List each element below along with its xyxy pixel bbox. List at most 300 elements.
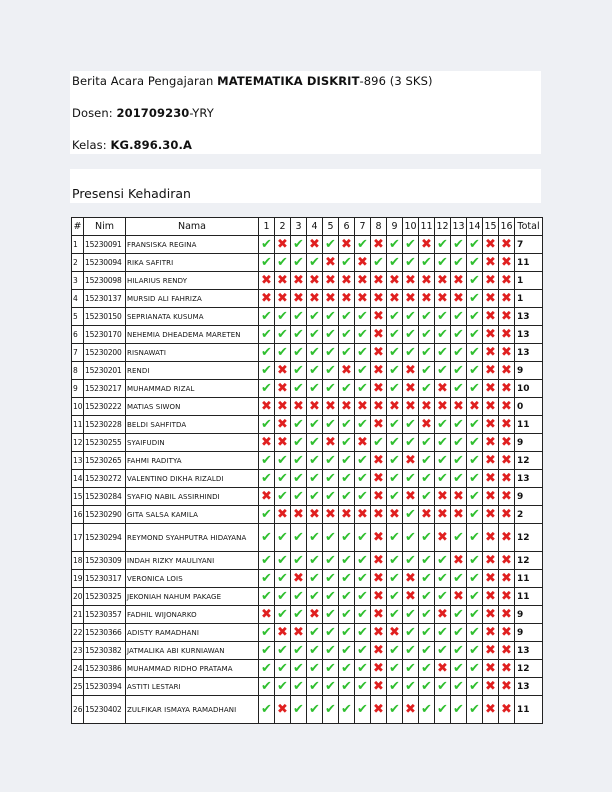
attendance-cell bbox=[387, 642, 403, 660]
check-icon: ✔ bbox=[421, 679, 432, 694]
cross-icon: ✖ bbox=[485, 345, 496, 360]
attendance-cell bbox=[339, 236, 355, 254]
check-icon: ✔ bbox=[453, 643, 464, 658]
cross-icon: ✖ bbox=[501, 530, 512, 545]
check-icon: ✔ bbox=[261, 661, 272, 676]
attendance-total: 12 bbox=[515, 552, 543, 570]
attendance-cell bbox=[483, 326, 499, 344]
check-icon: ✔ bbox=[293, 363, 304, 378]
cross-icon: ✖ bbox=[501, 589, 512, 604]
check-icon: ✔ bbox=[341, 435, 352, 450]
attendance-cell bbox=[483, 344, 499, 362]
attendance-cell bbox=[499, 642, 515, 660]
attendance-cell bbox=[275, 434, 291, 452]
cross-icon: ✖ bbox=[469, 399, 480, 414]
attendance-cell bbox=[323, 398, 339, 416]
attendance-cell bbox=[339, 642, 355, 660]
attendance-cell bbox=[275, 236, 291, 254]
cross-icon: ✖ bbox=[501, 363, 512, 378]
attendance-cell bbox=[355, 326, 371, 344]
attendance-cell bbox=[483, 642, 499, 660]
check-icon: ✔ bbox=[469, 471, 480, 486]
attendance-cell bbox=[499, 236, 515, 254]
attendance-cell bbox=[339, 272, 355, 290]
attendance-cell bbox=[435, 524, 451, 552]
check-icon: ✔ bbox=[453, 661, 464, 676]
column-header: 10 bbox=[403, 218, 419, 236]
check-icon: ✔ bbox=[357, 625, 368, 640]
attendance-cell bbox=[371, 588, 387, 606]
student-name: RISNAWATI bbox=[126, 344, 259, 362]
course-name: MATEMATIKA DISKRIT bbox=[217, 74, 360, 88]
column-header: 7 bbox=[355, 218, 371, 236]
attendance-cell bbox=[339, 344, 355, 362]
attendance-cell bbox=[419, 506, 435, 524]
cross-icon: ✖ bbox=[421, 507, 432, 522]
lecturer-line bbox=[72, 106, 214, 120]
student-nim: 15230317 bbox=[84, 570, 126, 588]
check-icon: ✔ bbox=[325, 589, 336, 604]
attendance-cell bbox=[403, 236, 419, 254]
attendance-cell bbox=[307, 434, 323, 452]
check-icon: ✔ bbox=[437, 363, 448, 378]
attendance-cell bbox=[419, 254, 435, 272]
cross-icon: ✖ bbox=[421, 237, 432, 252]
cross-icon: ✖ bbox=[373, 643, 384, 658]
cross-icon: ✖ bbox=[501, 255, 512, 270]
check-icon: ✔ bbox=[293, 417, 304, 432]
attendance-cell bbox=[339, 416, 355, 434]
attendance-cell bbox=[483, 552, 499, 570]
check-icon: ✔ bbox=[293, 453, 304, 468]
check-icon: ✔ bbox=[389, 643, 400, 658]
check-icon: ✔ bbox=[357, 327, 368, 342]
cross-icon: ✖ bbox=[357, 507, 368, 522]
check-icon: ✔ bbox=[293, 255, 304, 270]
attendance-cell bbox=[499, 398, 515, 416]
attendance-cell bbox=[371, 308, 387, 326]
check-icon: ✔ bbox=[357, 309, 368, 324]
attendance-cell bbox=[291, 696, 307, 724]
column-header: 4 bbox=[307, 218, 323, 236]
student-name: ADISTY RAMADHANI bbox=[126, 624, 259, 642]
attendance-cell bbox=[403, 362, 419, 380]
student-name: RENDI bbox=[126, 362, 259, 380]
student-row bbox=[72, 416, 543, 434]
check-icon: ✔ bbox=[469, 661, 480, 676]
attendance-cell bbox=[451, 362, 467, 380]
attendance-cell bbox=[291, 398, 307, 416]
attendance-cell bbox=[339, 308, 355, 326]
student-nim: 15230294 bbox=[84, 524, 126, 552]
check-icon: ✔ bbox=[437, 553, 448, 568]
attendance-cell bbox=[403, 470, 419, 488]
check-icon: ✔ bbox=[341, 661, 352, 676]
attendance-cell bbox=[339, 488, 355, 506]
attendance-total: 9 bbox=[515, 362, 543, 380]
student-row bbox=[72, 254, 543, 272]
student-nim: 15230150 bbox=[84, 308, 126, 326]
attendance-title: Presensi Kehadiran bbox=[72, 186, 191, 201]
attendance-cell bbox=[483, 452, 499, 470]
attendance-cell bbox=[275, 416, 291, 434]
attendance-total: 12 bbox=[515, 660, 543, 678]
attendance-cell bbox=[403, 308, 419, 326]
check-icon: ✔ bbox=[469, 237, 480, 252]
cross-icon: ✖ bbox=[309, 507, 320, 522]
attendance-cell bbox=[435, 470, 451, 488]
cross-icon: ✖ bbox=[421, 417, 432, 432]
check-icon: ✔ bbox=[389, 589, 400, 604]
check-icon: ✔ bbox=[309, 679, 320, 694]
attendance-cell bbox=[387, 308, 403, 326]
check-icon: ✔ bbox=[293, 530, 304, 545]
attendance-cell bbox=[403, 434, 419, 452]
attendance-cell bbox=[371, 398, 387, 416]
attendance-cell bbox=[307, 416, 323, 434]
attendance-cell bbox=[451, 696, 467, 724]
attendance-cell bbox=[371, 624, 387, 642]
cross-icon: ✖ bbox=[373, 607, 384, 622]
cross-icon: ✖ bbox=[325, 399, 336, 414]
check-icon: ✔ bbox=[325, 553, 336, 568]
check-icon: ✔ bbox=[421, 571, 432, 586]
row-number: 26 bbox=[72, 696, 84, 724]
attendance-cell bbox=[499, 380, 515, 398]
check-icon: ✔ bbox=[437, 435, 448, 450]
cross-icon: ✖ bbox=[485, 507, 496, 522]
attendance-cell bbox=[419, 344, 435, 362]
cross-icon: ✖ bbox=[405, 453, 416, 468]
check-icon: ✔ bbox=[421, 607, 432, 622]
attendance-cell bbox=[403, 552, 419, 570]
cross-icon: ✖ bbox=[357, 399, 368, 414]
attendance-cell bbox=[323, 678, 339, 696]
attendance-cell bbox=[403, 452, 419, 470]
check-icon: ✔ bbox=[341, 327, 352, 342]
check-icon: ✔ bbox=[373, 435, 384, 450]
attendance-total: 0 bbox=[515, 398, 543, 416]
cross-icon: ✖ bbox=[501, 489, 512, 504]
attendance-cell bbox=[419, 624, 435, 642]
check-icon: ✔ bbox=[421, 471, 432, 486]
attendance-cell bbox=[275, 488, 291, 506]
attendance-cell bbox=[291, 470, 307, 488]
attendance-cell bbox=[259, 470, 275, 488]
attendance-cell bbox=[323, 236, 339, 254]
check-icon: ✔ bbox=[357, 643, 368, 658]
attendance-cell bbox=[467, 488, 483, 506]
cross-icon: ✖ bbox=[341, 291, 352, 306]
row-number: 19 bbox=[72, 570, 84, 588]
cross-icon: ✖ bbox=[485, 273, 496, 288]
attendance-cell bbox=[355, 606, 371, 624]
attendance-cell bbox=[387, 678, 403, 696]
attendance-cell bbox=[387, 570, 403, 588]
attendance-cell bbox=[419, 570, 435, 588]
check-icon: ✔ bbox=[469, 571, 480, 586]
check-icon: ✔ bbox=[389, 553, 400, 568]
check-icon: ✔ bbox=[453, 345, 464, 360]
cross-icon: ✖ bbox=[373, 273, 384, 288]
attendance-cell bbox=[467, 290, 483, 308]
attendance-cell bbox=[339, 434, 355, 452]
cross-icon: ✖ bbox=[485, 471, 496, 486]
attendance-cell bbox=[259, 434, 275, 452]
attendance-cell bbox=[451, 470, 467, 488]
check-icon: ✔ bbox=[277, 679, 288, 694]
attendance-cell bbox=[387, 398, 403, 416]
check-icon: ✔ bbox=[421, 589, 432, 604]
attendance-cell bbox=[467, 380, 483, 398]
cross-icon: ✖ bbox=[485, 417, 496, 432]
cross-icon: ✖ bbox=[485, 553, 496, 568]
student-name: SYAFIQ NABIL ASSIRHINDI bbox=[126, 488, 259, 506]
attendance-cell bbox=[371, 488, 387, 506]
student-name: FAHMI RADITYA bbox=[126, 452, 259, 470]
student-name: MATIAS SIWON bbox=[126, 398, 259, 416]
attendance-cell bbox=[483, 696, 499, 724]
attendance-cell bbox=[259, 524, 275, 552]
cross-icon: ✖ bbox=[485, 625, 496, 640]
student-row bbox=[72, 236, 543, 254]
attendance-cell bbox=[259, 660, 275, 678]
attendance-cell bbox=[275, 660, 291, 678]
attendance-cell bbox=[371, 660, 387, 678]
check-icon: ✔ bbox=[389, 255, 400, 270]
cross-icon: ✖ bbox=[485, 530, 496, 545]
cross-icon: ✖ bbox=[325, 273, 336, 288]
attendance-total: 9 bbox=[515, 606, 543, 624]
attendance-cell bbox=[339, 606, 355, 624]
attendance-cell bbox=[259, 380, 275, 398]
check-icon: ✔ bbox=[341, 607, 352, 622]
table-header-row bbox=[72, 218, 543, 236]
check-icon: ✔ bbox=[325, 607, 336, 622]
check-icon: ✔ bbox=[357, 453, 368, 468]
attendance-cell bbox=[451, 606, 467, 624]
check-icon: ✔ bbox=[293, 589, 304, 604]
attendance-cell bbox=[323, 488, 339, 506]
check-icon: ✔ bbox=[437, 345, 448, 360]
attendance-cell bbox=[323, 588, 339, 606]
attendance-cell bbox=[499, 416, 515, 434]
attendance-cell bbox=[483, 398, 499, 416]
cross-icon: ✖ bbox=[261, 607, 272, 622]
attendance-cell bbox=[339, 380, 355, 398]
cross-icon: ✖ bbox=[357, 291, 368, 306]
attendance-cell bbox=[275, 570, 291, 588]
attendance-cell bbox=[307, 470, 323, 488]
check-icon: ✔ bbox=[309, 643, 320, 658]
column-header: 1 bbox=[259, 218, 275, 236]
check-icon: ✔ bbox=[389, 327, 400, 342]
attendance-cell bbox=[435, 552, 451, 570]
attendance-table bbox=[71, 217, 543, 724]
check-icon: ✔ bbox=[421, 489, 432, 504]
cross-icon: ✖ bbox=[501, 553, 512, 568]
row-number: 6 bbox=[72, 326, 84, 344]
attendance-cell bbox=[483, 570, 499, 588]
check-icon: ✔ bbox=[469, 702, 480, 717]
attendance-cell bbox=[419, 488, 435, 506]
check-icon: ✔ bbox=[293, 553, 304, 568]
cross-icon: ✖ bbox=[373, 530, 384, 545]
attendance-cell bbox=[387, 552, 403, 570]
attendance-cell bbox=[371, 470, 387, 488]
check-icon: ✔ bbox=[469, 417, 480, 432]
attendance-total: 11 bbox=[515, 254, 543, 272]
attendance-cell bbox=[451, 380, 467, 398]
check-icon: ✔ bbox=[309, 489, 320, 504]
attendance-cell bbox=[323, 470, 339, 488]
attendance-cell bbox=[435, 326, 451, 344]
attendance-cell bbox=[323, 570, 339, 588]
attendance-cell bbox=[435, 344, 451, 362]
check-icon: ✔ bbox=[469, 381, 480, 396]
attendance-cell bbox=[307, 398, 323, 416]
check-icon: ✔ bbox=[341, 453, 352, 468]
check-icon: ✔ bbox=[405, 417, 416, 432]
cross-icon: ✖ bbox=[437, 530, 448, 545]
check-icon: ✔ bbox=[309, 417, 320, 432]
check-icon: ✔ bbox=[421, 255, 432, 270]
cross-icon: ✖ bbox=[437, 381, 448, 396]
check-icon: ✔ bbox=[293, 237, 304, 252]
attendance-cell bbox=[499, 660, 515, 678]
check-icon: ✔ bbox=[405, 679, 416, 694]
attendance-cell bbox=[355, 696, 371, 724]
check-icon: ✔ bbox=[421, 435, 432, 450]
cross-icon: ✖ bbox=[485, 702, 496, 717]
attendance-cell bbox=[435, 254, 451, 272]
check-icon: ✔ bbox=[261, 237, 272, 252]
cross-icon: ✖ bbox=[501, 399, 512, 414]
attendance-cell bbox=[307, 308, 323, 326]
attendance-cell bbox=[467, 362, 483, 380]
attendance-cell bbox=[307, 660, 323, 678]
check-icon: ✔ bbox=[261, 363, 272, 378]
attendance-cell bbox=[387, 362, 403, 380]
student-name: BELDI SAHFITDA bbox=[126, 416, 259, 434]
check-icon: ✔ bbox=[421, 530, 432, 545]
attendance-cell bbox=[403, 254, 419, 272]
attendance-cell bbox=[435, 488, 451, 506]
student-row bbox=[72, 552, 543, 570]
cross-icon: ✖ bbox=[277, 381, 288, 396]
attendance-cell bbox=[339, 624, 355, 642]
attendance-cell bbox=[467, 272, 483, 290]
attendance-cell bbox=[483, 660, 499, 678]
attendance-cell bbox=[371, 326, 387, 344]
attendance-cell bbox=[275, 552, 291, 570]
check-icon: ✔ bbox=[389, 489, 400, 504]
cross-icon: ✖ bbox=[261, 399, 272, 414]
attendance-cell bbox=[275, 326, 291, 344]
attendance-cell bbox=[323, 524, 339, 552]
attendance-cell bbox=[435, 606, 451, 624]
cross-icon: ✖ bbox=[405, 489, 416, 504]
cross-icon: ✖ bbox=[453, 553, 464, 568]
attendance-cell bbox=[419, 326, 435, 344]
attendance-cell bbox=[419, 362, 435, 380]
attendance-cell bbox=[339, 362, 355, 380]
attendance-cell bbox=[259, 344, 275, 362]
student-name: NEHEMIA DHEADEMA MARETEN bbox=[126, 326, 259, 344]
check-icon: ✔ bbox=[389, 661, 400, 676]
attendance-cell bbox=[483, 606, 499, 624]
attendance-cell bbox=[403, 570, 419, 588]
attendance-cell bbox=[339, 290, 355, 308]
check-icon: ✔ bbox=[453, 417, 464, 432]
attendance-cell bbox=[355, 290, 371, 308]
cross-icon: ✖ bbox=[485, 255, 496, 270]
check-icon: ✔ bbox=[261, 643, 272, 658]
check-icon: ✔ bbox=[421, 661, 432, 676]
student-nim: 15230201 bbox=[84, 362, 126, 380]
column-header: 14 bbox=[467, 218, 483, 236]
attendance-cell bbox=[499, 696, 515, 724]
attendance-cell bbox=[371, 272, 387, 290]
check-icon: ✔ bbox=[437, 702, 448, 717]
attendance-cell bbox=[323, 434, 339, 452]
check-icon: ✔ bbox=[453, 453, 464, 468]
attendance-cell bbox=[499, 452, 515, 470]
cross-icon: ✖ bbox=[325, 507, 336, 522]
attendance-cell bbox=[259, 452, 275, 470]
check-icon: ✔ bbox=[309, 589, 320, 604]
student-name: JEKONIAH NAHUM PAKAGE bbox=[126, 588, 259, 606]
attendance-cell bbox=[275, 642, 291, 660]
check-icon: ✔ bbox=[309, 702, 320, 717]
check-icon: ✔ bbox=[469, 679, 480, 694]
attendance-cell bbox=[467, 678, 483, 696]
attendance-cell bbox=[371, 380, 387, 398]
check-icon: ✔ bbox=[421, 345, 432, 360]
check-icon: ✔ bbox=[405, 237, 416, 252]
check-icon: ✔ bbox=[469, 291, 480, 306]
cross-icon: ✖ bbox=[373, 237, 384, 252]
check-icon: ✔ bbox=[309, 327, 320, 342]
cross-icon: ✖ bbox=[389, 273, 400, 288]
attendance-cell bbox=[499, 290, 515, 308]
attendance-cell bbox=[403, 398, 419, 416]
attendance-cell bbox=[259, 362, 275, 380]
attendance-cell bbox=[419, 678, 435, 696]
course-title-line bbox=[72, 74, 433, 88]
attendance-cell bbox=[499, 308, 515, 326]
check-icon: ✔ bbox=[341, 309, 352, 324]
row-number: 23 bbox=[72, 642, 84, 660]
attendance-cell bbox=[259, 696, 275, 724]
check-icon: ✔ bbox=[405, 530, 416, 545]
attendance-cell bbox=[499, 362, 515, 380]
attendance-cell bbox=[355, 434, 371, 452]
attendance-cell bbox=[307, 290, 323, 308]
cross-icon: ✖ bbox=[277, 507, 288, 522]
check-icon: ✔ bbox=[261, 553, 272, 568]
check-icon: ✔ bbox=[277, 530, 288, 545]
column-header: 8 bbox=[371, 218, 387, 236]
attendance-total: 12 bbox=[515, 452, 543, 470]
cross-icon: ✖ bbox=[373, 291, 384, 306]
column-header: 15 bbox=[483, 218, 499, 236]
check-icon: ✔ bbox=[277, 345, 288, 360]
check-icon: ✔ bbox=[325, 625, 336, 640]
student-row bbox=[72, 308, 543, 326]
attendance-cell bbox=[307, 362, 323, 380]
attendance-cell bbox=[403, 272, 419, 290]
